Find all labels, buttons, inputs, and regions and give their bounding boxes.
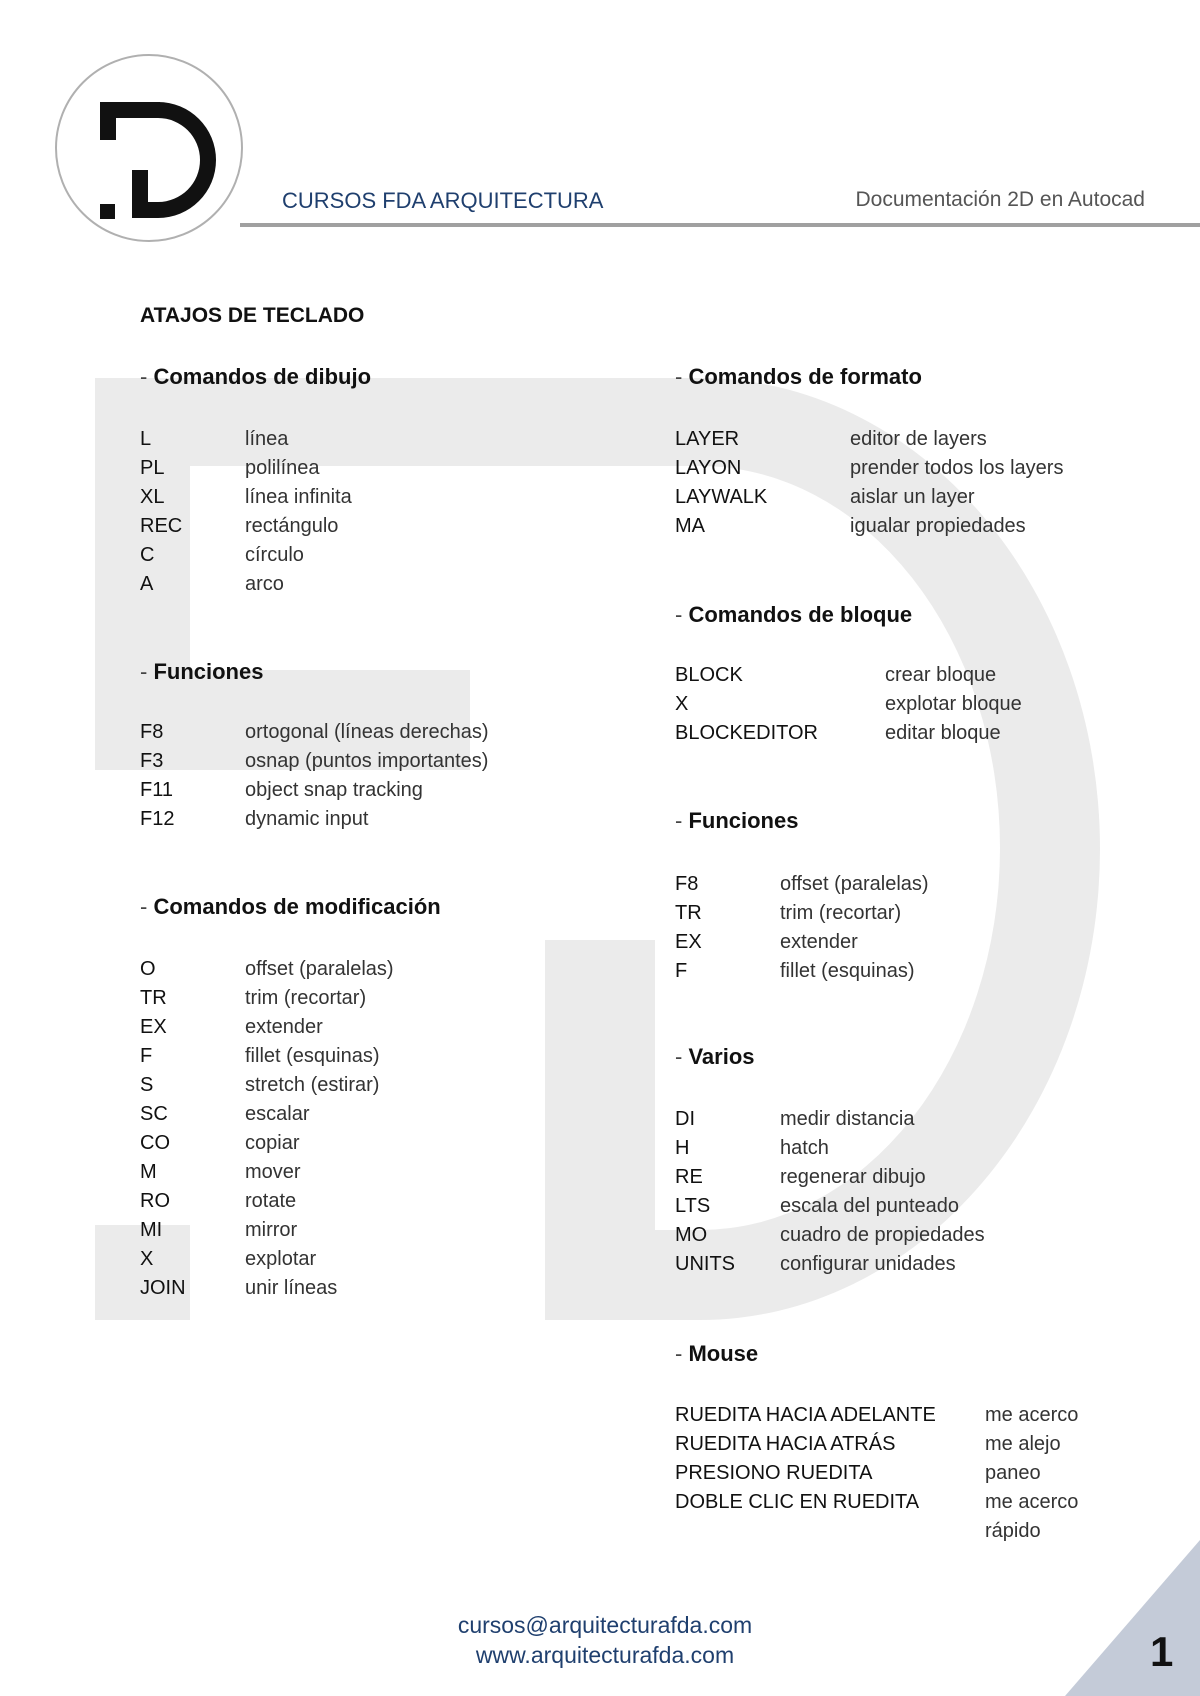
shortcut-row [140,512,352,541]
shortcut-description: object snap tracking [245,779,423,801]
shortcut-description: me acerco [985,1404,1079,1426]
shortcut-key: C [140,544,155,566]
shortcut-list [140,718,488,834]
heading-text: Mouse [688,1341,759,1366]
heading-text: Funciones [153,659,264,684]
shortcut-row [140,747,488,776]
shortcut-row [140,570,352,599]
shortcut-row [140,1274,394,1303]
shortcut-key: EX [675,931,702,953]
document-title: Documentación 2D en Autocad [855,188,1145,211]
shortcut-row [675,870,929,899]
shortcut-description: cuadro de propiedades [780,1224,985,1246]
heading-dash: - [675,808,689,833]
shortcut-key: MA [675,515,705,537]
shortcut-row [675,1459,1078,1488]
shortcut-key: BLOCKEDITOR [675,722,818,744]
heading-dash: - [675,1341,689,1366]
shortcut-description: fillet (esquinas) [780,960,915,982]
shortcut-key: RUEDITA HACIA ATRÁS [675,1433,896,1455]
shortcut-row [140,718,488,747]
heading-dash: - [140,894,154,919]
shortcut-key: MO [675,1224,708,1246]
shortcut-key: XL [140,486,165,508]
shortcut-key: RE [675,1166,703,1188]
shortcut-key: LTS [675,1195,711,1217]
shortcut-row [675,1488,1078,1517]
shortcut-key: LAYWALK [675,486,768,508]
heading-text: Comandos de modificación [153,894,441,919]
shortcut-description: me acerco [985,1491,1079,1513]
shortcut-key: CO [140,1132,170,1154]
shortcut-row [140,1187,394,1216]
shortcut-key: RUEDITA HACIA ADELANTE [675,1404,936,1426]
shortcut-description: explotar bloque [885,693,1022,715]
shortcut-description: dynamic input [245,808,369,830]
shortcut-row [140,1100,394,1129]
shortcut-description: arco [245,573,284,595]
shortcut-description: trim (recortar) [780,902,902,924]
shortcut-list [675,870,929,986]
shortcut-description: explotar [245,1248,317,1270]
shortcut-row [140,1129,394,1158]
header-graphics [0,0,1200,260]
shortcut-description: rectángulo [245,515,339,537]
section-heading [140,894,441,920]
shortcut-key: LAYON [675,457,742,479]
shortcut-key: F3 [140,750,164,772]
section-heading [140,659,263,685]
shortcut-description: igualar propiedades [850,515,1026,537]
shortcut-description: stretch (estirar) [245,1074,380,1096]
shortcut-row [140,483,352,512]
shortcut-key: PRESIONO RUEDITA [675,1462,873,1484]
section-heading [140,364,371,390]
shortcut-description: escala del punteado [780,1195,960,1217]
shortcut-key: DI [675,1108,695,1130]
shortcut-key [675,1517,985,1546]
shortcut-key: TR [675,902,702,924]
shortcut-description: paneo [985,1462,1041,1484]
shortcut-row [675,928,929,957]
footer-website[interactable]: www.arquitecturafda.com [475,1642,735,1668]
shortcut-description: prender todos los layers [850,457,1064,479]
shortcut-description: rápido [985,1520,1041,1542]
shortcut-key: JOIN [140,1277,186,1299]
shortcut-description: línea infinita [245,486,352,508]
shortcut-row [140,425,352,454]
shortcut-description: mover [245,1161,301,1183]
shortcut-key: TR [140,987,167,1009]
shortcut-list [675,1401,1078,1546]
shortcut-list [140,955,394,1303]
shortcut-description: configurar unidades [780,1253,956,1275]
shortcut-row [675,1105,985,1134]
shortcut-description: extender [245,1016,323,1038]
shortcut-row [140,1042,394,1071]
heading-text: Comandos de dibujo [153,364,372,389]
shortcut-description: offset (paralelas) [780,873,929,895]
shortcut-description: me alejo [985,1433,1061,1455]
heading-dash: - [140,659,154,684]
page-title: ATAJOS DE TECLADO [140,304,365,327]
shortcut-row [675,719,1022,748]
section-heading [675,808,798,834]
shortcut-description: aislar un layer [850,486,975,508]
page-number: 1 [1150,1628,1174,1675]
section-heading [675,1341,758,1367]
heading-dash: - [675,602,689,627]
section-heading [675,602,912,628]
shortcut-row [140,454,352,483]
shortcut-row [140,1013,394,1042]
shortcut-row [140,776,488,805]
shortcut-row [675,454,1063,483]
shortcut-list [140,425,352,599]
shortcut-key: F11 [140,779,173,801]
shortcut-row [675,1250,985,1279]
heading-text: Funciones [688,808,799,833]
shortcut-description: trim (recortar) [245,987,367,1009]
shortcut-key: RO [140,1190,170,1212]
shortcut-row [140,955,394,984]
shortcut-row [140,1158,394,1187]
shortcut-key: H [675,1137,690,1159]
shortcut-key: PL [140,457,165,479]
shortcut-list [675,661,1022,748]
shortcut-row [140,984,394,1013]
shortcut-description: mirror [245,1219,298,1241]
heading-text: Varios [688,1044,755,1069]
shortcut-key: F12 [140,808,175,830]
shortcut-key: LAYER [675,428,740,450]
shortcut-row [140,1071,394,1100]
shortcut-row [140,805,488,834]
shortcut-row [140,1245,394,1274]
shortcut-description: unir líneas [245,1277,338,1299]
shortcut-description: polilínea [245,457,320,479]
shortcut-key: F [140,1045,153,1067]
shortcut-key: X [675,693,689,715]
shortcut-key: L [140,428,152,450]
shortcut-row [675,1221,985,1250]
shortcut-key: O [140,958,156,980]
shortcut-description: offset (paralelas) [245,958,394,980]
shortcut-description: línea [245,428,289,450]
shortcut-list [675,1105,985,1279]
shortcut-row [140,1216,394,1245]
shortcut-description: extender [780,931,858,953]
section-heading [675,364,922,390]
shortcut-row [675,425,1063,454]
heading-text: Comandos de formato [688,364,922,389]
shortcut-description: ortogonal (líneas derechas) [245,721,489,743]
shortcut-key: EX [140,1016,167,1038]
shortcut-description: crear bloque [885,664,997,686]
shortcut-description: hatch [780,1137,829,1159]
shortcut-key: BLOCK [675,664,743,686]
shortcut-description: rotate [245,1190,297,1212]
heading-dash: - [675,364,689,389]
shortcut-row [675,1430,1078,1459]
shortcut-row [675,1134,985,1163]
shortcut-description: medir distancia [780,1108,915,1130]
shortcut-description: editar bloque [885,722,1001,744]
shortcut-row [675,1401,1078,1430]
heading-dash: - [140,364,154,389]
section-heading [675,1044,755,1070]
shortcut-key: F8 [675,873,699,895]
heading-text: Comandos de bloque [688,602,913,627]
shortcut-key: F8 [140,721,164,743]
shortcut-description: regenerar dibujo [780,1166,926,1188]
shortcut-key: MI [140,1219,163,1241]
shortcut-row [140,541,352,570]
shortcut-row [675,483,1063,512]
shortcut-row [675,1517,1078,1546]
shortcut-description: copiar [245,1132,300,1154]
shortcut-description: fillet (esquinas) [245,1045,380,1067]
shortcut-key: REC [140,515,183,537]
shortcut-row [675,899,929,928]
shortcut-list [675,425,1063,541]
footer-email[interactable]: cursos@arquitecturafda.com [457,1612,753,1638]
shortcut-key: UNITS [675,1253,735,1275]
shortcut-row [675,1163,985,1192]
shortcut-key: A [140,573,154,595]
shortcut-key: X [140,1248,154,1270]
shortcut-description: escalar [245,1103,310,1125]
shortcut-key: DOBLE CLIC EN RUEDITA [675,1491,920,1513]
shortcut-row [675,661,1022,690]
shortcut-description: círculo [245,544,304,566]
shortcut-key: F [675,960,688,982]
heading-dash: - [675,1044,689,1069]
shortcut-row [675,957,929,986]
shortcut-description: osnap (puntos importantes) [245,750,489,772]
shortcut-row [675,1192,985,1221]
shortcut-key: M [140,1161,157,1183]
shortcut-key: SC [140,1103,168,1125]
brand-name: CURSOS FDA ARQUITECTURA [282,188,604,213]
shortcut-key: S [140,1074,154,1096]
shortcut-description: editor de layers [850,428,987,450]
shortcut-row [675,512,1063,541]
shortcut-row [675,690,1022,719]
